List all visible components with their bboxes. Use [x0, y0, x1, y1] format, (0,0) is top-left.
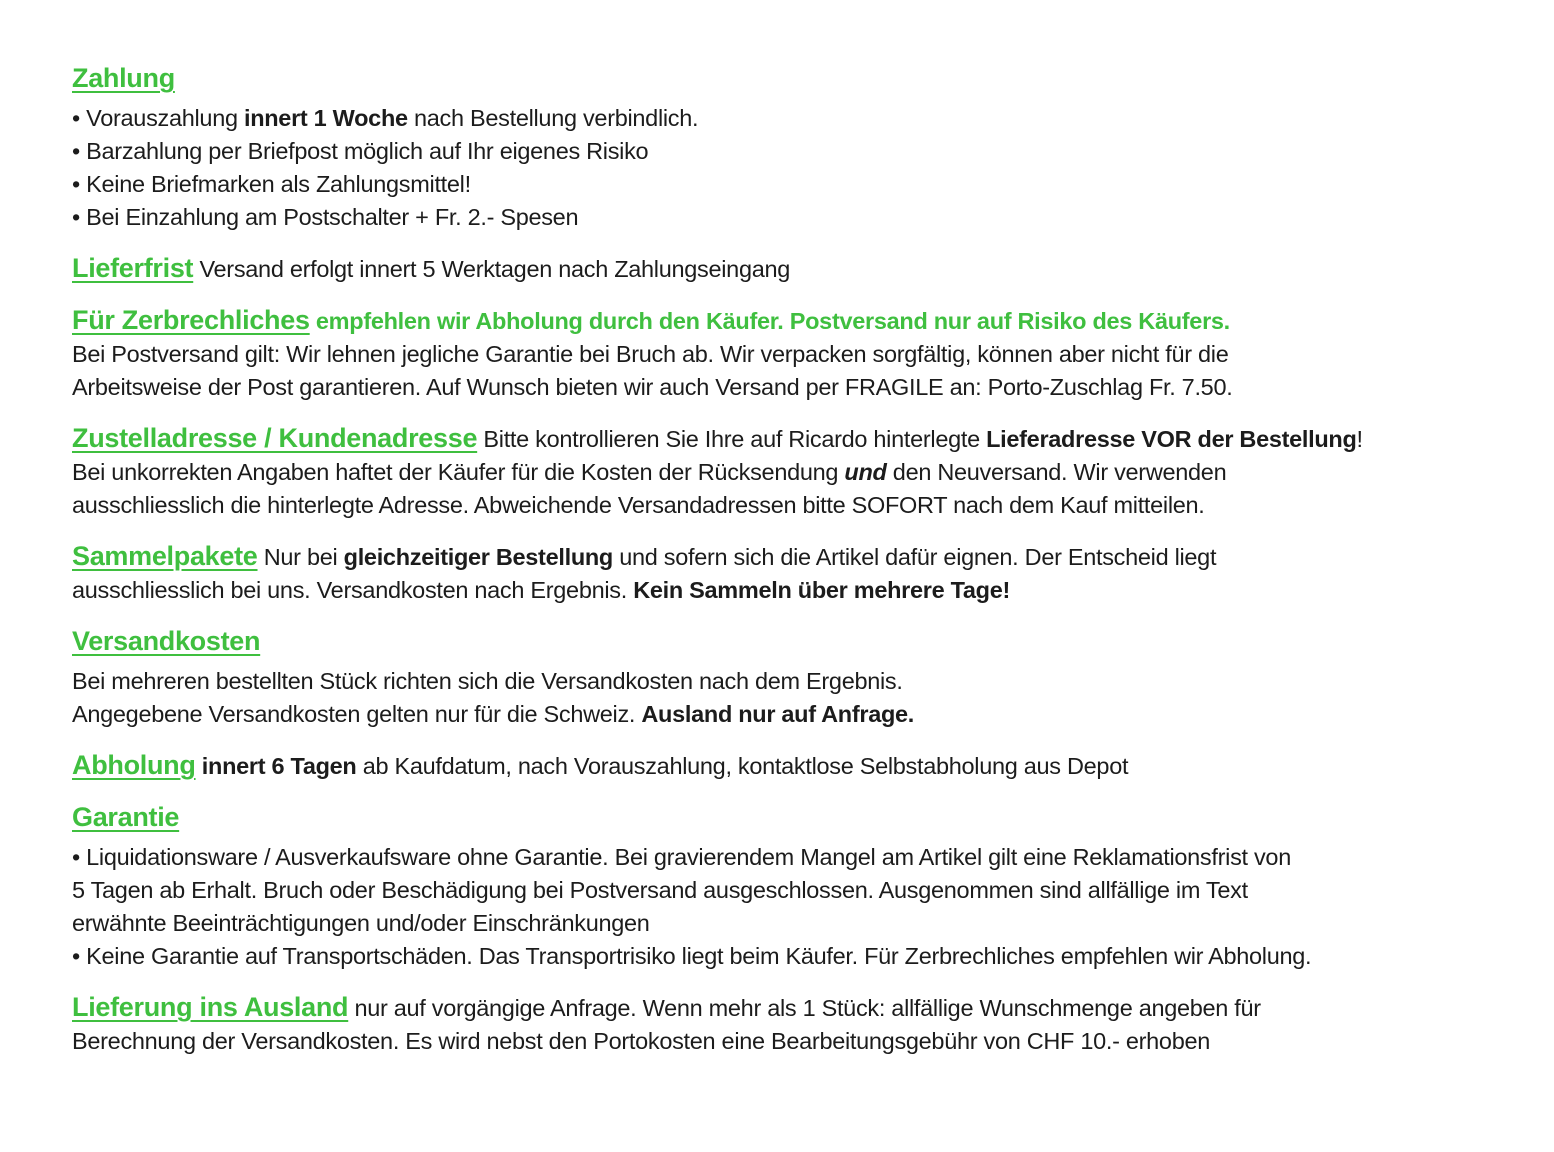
lieferfrist-heading-text: Lieferfrist — [72, 253, 194, 283]
zahlung-bullets-line — [72, 135, 1498, 168]
zahlung-bullets-run: • Vorauszahlung — [72, 105, 244, 131]
zahlung-bullets-run: • Bei Einzahlung am Postschalter + Fr. 2.- Spesen — [72, 204, 579, 230]
versandkosten-body-line — [72, 665, 1498, 698]
zahlung-bullets-line — [72, 168, 1498, 201]
abholung — [72, 749, 1498, 783]
lieferung-ausland-run: Berechnung der Versandkosten. Es wird nebst den Portokosten eine Bearbeitungsgebühr von CHF 10.- erhoben — [72, 1028, 1211, 1054]
garantie-body — [72, 841, 1498, 973]
zustelladresse-line — [72, 456, 1498, 489]
zustelladresse — [72, 422, 1498, 522]
zahlung-bullets-run: • Keine Briefmarken als Zahlungsmittel! — [72, 171, 471, 197]
versandkosten-heading-line — [72, 625, 1498, 659]
lieferung-ausland-run: nur auf vorgängige Anfrage. Wenn mehr als 1 Stück: allfällige Wunschmenge angeben für — [348, 995, 1261, 1021]
zustelladresse-line — [72, 489, 1498, 522]
zahlung-heading — [72, 62, 1498, 96]
abholung-line — [72, 749, 1498, 783]
zustelladresse-heading-text: Zustelladresse / Kundenadresse — [72, 423, 478, 453]
zahlung-bullets-run: innert 1 Woche — [243, 105, 408, 131]
zerbrechliches — [72, 304, 1498, 404]
garantie-body-run: 5 Tagen ab Erhalt. Bruch oder Beschädigung bei Postversand ausgeschlossen. Ausgenommen sind allfällige im Text — [72, 877, 1248, 903]
zahlung-bullets-run: nach Bestellung verbindlich. — [407, 105, 699, 131]
garantie-body-run: • Liquidationsware / Ausverkaufsware ohne Garantie. Bei gravierendem Mangel am Artikel gilt eine Reklamationsfrist von — [72, 844, 1291, 870]
lieferung-ausland-line — [72, 1025, 1498, 1058]
zustelladresse-run: und — [844, 459, 887, 485]
lieferung-ausland — [72, 991, 1498, 1058]
zustelladresse-run: Bitte kontrollieren Sie Ihre auf Ricardo hinterlegte — [477, 426, 987, 452]
garantie-heading-line — [72, 801, 1498, 835]
zustelladresse-line — [72, 422, 1498, 456]
versandkosten-body-line — [72, 698, 1498, 731]
lieferfrist-run: Versand erfolgt innert 5 Werktagen nach Zahlungseingang — [193, 256, 791, 282]
zustelladresse-run: Lieferadresse VOR der Bestellung — [986, 426, 1357, 452]
abholung-run: ab Kaufdatum, nach Vorauszahlung, kontaktlose Selbstabholung aus Depot — [356, 753, 1129, 779]
garantie-body-line — [72, 841, 1498, 874]
versandkosten-body-run: Ausland nur auf Anfrage. — [641, 701, 915, 727]
abholung-run: innert 6 Tagen — [201, 753, 357, 779]
versandkosten-heading — [72, 625, 1498, 659]
zahlung-heading-line — [72, 62, 1498, 96]
zerbrechliches-line — [72, 338, 1498, 371]
zerbrechliches-run: Arbeitsweise der Post garantieren. Auf Wunsch bieten wir auch Versand per FRAGILE an: Porto-Zuschlag Fr. 7.50. — [72, 374, 1233, 400]
zustelladresse-run: den Neuversand. Wir verwenden — [886, 459, 1227, 485]
garantie-body-run: • Keine Garantie auf Transportschäden. Das Transportrisiko liegt beim Käufer. Für Zerbrechliches empfehlen wir Abholung. — [72, 943, 1312, 969]
sammelpakete-run: und sofern sich die Artikel dafür eignen. Der Entscheid liegt — [612, 544, 1217, 570]
lieferfrist-line — [72, 252, 1498, 286]
sammelpakete-run: Nur bei — [257, 544, 344, 570]
zerbrechliches-line — [72, 304, 1498, 338]
lieferung-ausland-heading-text: Lieferung ins Ausland — [72, 992, 349, 1022]
garantie-body-line — [72, 874, 1498, 907]
zahlung-bullets-run: • Barzahlung per Briefpost möglich auf Ihr eigenes Risiko — [72, 138, 649, 164]
garantie-body-line — [72, 907, 1498, 940]
sammelpakete-line — [72, 574, 1498, 607]
zustelladresse-run: ! — [1356, 426, 1363, 452]
abholung-heading-text: Abholung — [72, 750, 196, 780]
versandkosten-body-run: Bei mehreren bestellten Stück richten sich die Versandkosten nach dem Ergebnis. — [72, 668, 903, 694]
zahlung-heading-heading-text: Zahlung — [72, 63, 175, 93]
zerbrechliches-run: Bei Postversand gilt: Wir lehnen jegliche Garantie bei Bruch ab. Wir verpacken sorgfältig, können aber nicht für die — [72, 341, 1229, 367]
sammelpakete-heading-text: Sammelpakete — [72, 541, 258, 571]
garantie-body-line — [72, 940, 1498, 973]
zustelladresse-run: ausschliesslich die hinterlegte Adresse. Abweichende Versandadressen bitte SOFORT nach dem Kauf mitteilen. — [72, 492, 1205, 518]
garantie-body-run: erwähnte Beeinträchtigungen und/oder Einschränkungen — [72, 910, 650, 936]
sammelpakete-run: Kein Sammeln über mehrere Tage! — [633, 577, 1011, 603]
zustelladresse-run: Bei unkorrekten Angaben haftet der Käufer für die Kosten der Rücksendung — [72, 459, 845, 485]
lieferfrist — [72, 252, 1498, 286]
sammelpakete-line — [72, 540, 1498, 574]
zerbrechliches-run: empfehlen wir Abholung durch den Käufer. Postversand nur auf Risiko des Käufers. — [309, 308, 1230, 334]
terms-text-container — [72, 62, 1498, 1058]
zerbrechliches-line — [72, 371, 1498, 404]
lieferung-ausland-line — [72, 991, 1498, 1025]
versandkosten-heading-heading-text: Versandkosten — [72, 626, 261, 656]
versandkosten-body-run: Angegebene Versandkosten gelten nur für die Schweiz. — [72, 701, 642, 727]
zahlung-bullets — [72, 102, 1498, 234]
zerbrechliches-heading-text: Für Zerbrechliches — [72, 305, 310, 335]
versandkosten-body — [72, 665, 1498, 731]
sammelpakete — [72, 540, 1498, 607]
sammelpakete-run: gleichzeitiger Bestellung — [343, 544, 613, 570]
sammelpakete-run: ausschliesslich bei uns. Versandkosten nach Ergebnis. — [72, 577, 634, 603]
garantie-heading-heading-text: Garantie — [72, 802, 180, 832]
garantie-heading — [72, 801, 1498, 835]
zahlung-bullets-line — [72, 201, 1498, 234]
zahlung-bullets-line — [72, 102, 1498, 135]
